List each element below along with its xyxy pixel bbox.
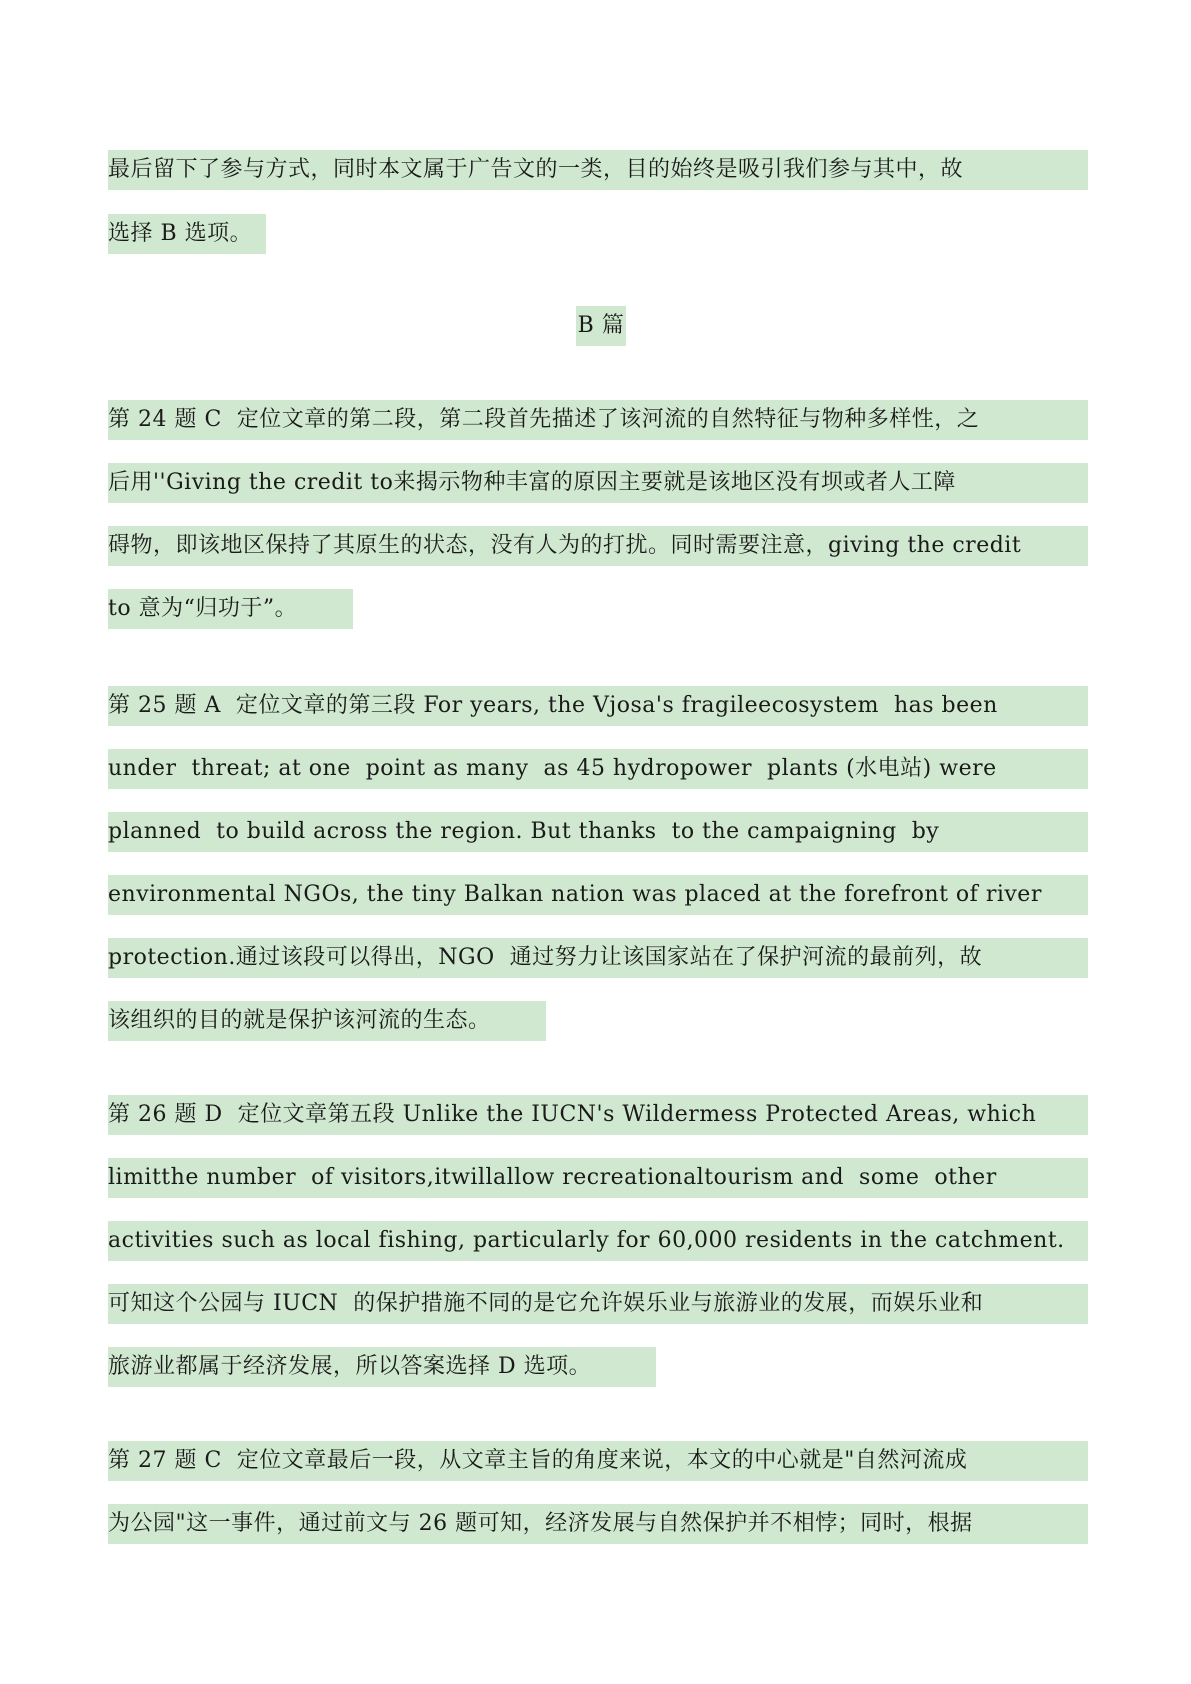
q25-line-1: 第 25 题 A 定位文章的第三段 For years, the Vjosa's fragileecosystem has been xyxy=(108,686,1088,726)
q25-line-3: planned to build across the region. But thanks to the campaigning by xyxy=(108,812,1088,852)
q24-line-2: 后用''Giving the credit to来揭示物种丰富的原因主要就是该地区没有坝或者人工障 xyxy=(108,463,1088,503)
q26-line-5: 旅游业都属于经济发展，所以答案选择 D 选项。 xyxy=(108,1347,656,1387)
q26-line-2: limitthe number of visitors,itwillallow recreationaltourism and some other xyxy=(108,1158,1088,1198)
q27-line-1: 第 27 题 C 定位文章最后一段，从文章主旨的角度来说，本文的中心就是"自然河流成 xyxy=(108,1441,1088,1481)
q26-line-4: 可知这个公园与 IUCN 的保护措施不同的是它允许娱乐业与旅游业的发展，而娱乐业和 xyxy=(108,1284,1088,1324)
q25-line-4: environmental NGOs, the tiny Balkan nation was placed at the forefront of river xyxy=(108,875,1088,915)
q26-line-1: 第 26 题 D 定位文章第五段 Unlike the IUCN's Wildermess Protected Areas, which xyxy=(108,1095,1088,1135)
intro-line-1: 最后留下了参与方式，同时本文属于广告文的一类，目的始终是吸引我们参与其中，故 xyxy=(108,150,1088,190)
q26-line-3: activities such as local fishing, particularly for 60,000 residents in the catchment. xyxy=(108,1221,1088,1261)
q24-line-4: to 意为“归功于”。 xyxy=(108,589,353,629)
intro-line-2: 选择 B 选项。 xyxy=(108,214,266,254)
q25-line-6: 该组织的目的就是保护该河流的生态。 xyxy=(108,1001,546,1041)
q25-line-5: protection.通过该段可以得出，NGO 通过努力让该国家站在了保护河流的最前列，故 xyxy=(108,938,1088,978)
q27-line-2: 为公园"这一事件，通过前文与 26 题可知，经济发展与自然保护并不相悖；同时，根据 xyxy=(108,1504,1088,1544)
q25-line-2: under threat; at one point as many as 45 hydropower plants (水电站) were xyxy=(108,749,1088,789)
section-title: B 篇 xyxy=(576,306,626,346)
q24-line-3: 碍物，即该地区保持了其原生的状态，没有人为的打扰。同时需要注意，giving the credit xyxy=(108,526,1088,566)
q24-line-1: 第 24 题 C 定位文章的第二段，第二段首先描述了该河流的自然特征与物种多样性，之 xyxy=(108,400,1088,440)
